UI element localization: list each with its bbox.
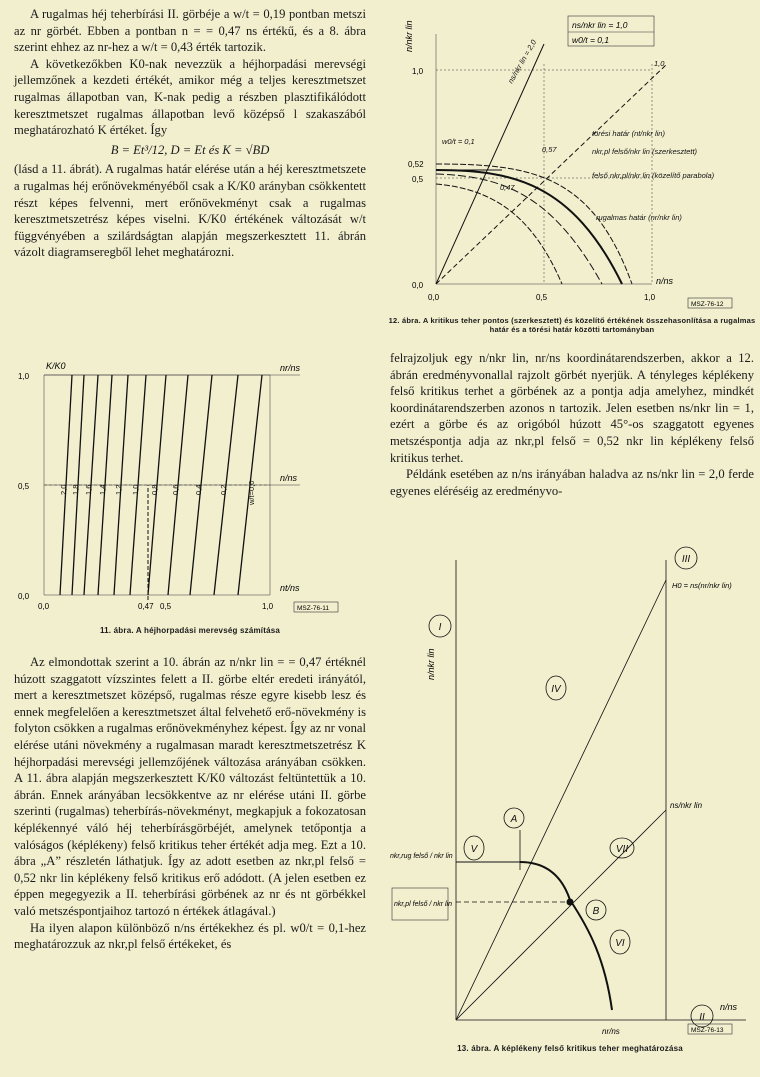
curve-label: 2,0: [59, 484, 68, 495]
result-curve-VI: [520, 862, 612, 1010]
roman-label: V: [470, 844, 478, 855]
fig13-left-label: nkr,rug felső / nkr lin: [390, 853, 453, 860]
fig11-ytick: 1,0: [18, 372, 30, 381]
fig12-ytick: 0,0: [412, 281, 424, 290]
curve-label: w/t=0,0: [247, 480, 256, 505]
fig11-xtick: 1,0: [262, 602, 274, 611]
fig11-ytick: 0,0: [18, 592, 30, 601]
figure-12-caption: 12. ábra. A kritikus teher pontos (szerkesztett) és közelítő értékének összehasonlítása a rugalmas határ és a törési határ közötti tartományban: [388, 316, 756, 334]
rugalmas-hatar-curve: [436, 184, 562, 284]
curve-label: 1,6: [84, 484, 93, 495]
roman-label: VII: [615, 844, 629, 855]
fig12-label: nkr,pl felső/nkr lin (szerkesztett): [592, 147, 698, 156]
figure-11: [10, 355, 362, 620]
curve-label: 1,4: [98, 484, 107, 495]
fig12-xtick: 0,0: [428, 293, 440, 302]
right-column-text: [390, 350, 754, 499]
fig13-stamp: MSZ-76-13: [691, 1027, 724, 1034]
fig12-stamp: MSZ-76-12: [691, 301, 724, 308]
fig13-nr-label: nr/ns: [602, 1027, 620, 1036]
fig12-ylabel: n/nkr lin: [404, 20, 414, 52]
figure-11-caption: 11. ábra. A héjhorpadási merevség számítása: [99, 626, 281, 635]
roman-label: IV: [551, 684, 561, 695]
fig12-ytick: 0,52: [408, 160, 424, 169]
fig11-right-label: n/ns: [280, 473, 298, 483]
line-VII: [456, 810, 666, 1020]
curve-label: 0,6: [171, 484, 180, 495]
fig13-xlabel: n/ns: [720, 1002, 738, 1012]
curve-label: 1,8: [71, 484, 80, 495]
curve-label: 1,0: [131, 484, 140, 495]
fig13-top-label: H0 = ns(nr/nkr lin): [672, 581, 732, 590]
roman-label: II: [699, 1012, 705, 1023]
figure-13: [390, 540, 756, 1040]
torosi-hatar-curve: [436, 164, 632, 284]
fig12-xlabel: n/ns: [656, 276, 674, 286]
fig11-stamp: MSZ-76-11: [297, 605, 330, 612]
fig13-ylabel: n/nkr lin: [426, 648, 436, 680]
paragraph: felrajzoljuk egy n/nkr lin, nr/ns koordinátarendszerben, akkor a 12. ábrán eredményvonallal rajzolt görbét nyerjük. A tényleges képlékeny felső kritikus terhet a görbének az a pontja adja amelyhez, mindkét koordinátarendszerben azonos n tartozik. Jelen esetben ns/nkr lin = 1, ezért a görbe és az origóból húzott 45°-os szaggatott egyenes metszéspontja adja az nkr,pl felső = 0,52 nkr lin képlékeny felső kritikus terhet.: [390, 351, 754, 465]
fig11-ylabel: K/K0: [46, 361, 66, 371]
fig12-label: ns/nkr lin = 2,0: [505, 38, 539, 85]
roman-label: VI: [615, 938, 625, 949]
fig13-left-label: nkr,pl felső / nkr lin: [394, 901, 452, 908]
paragraph: Példánk esetében az n/ns irányában haladva az ns/nkr lin = 2,0 ferde egyenes eléréséig az eredményvo-: [390, 467, 754, 498]
fig12-ytick: 1,0: [412, 67, 424, 76]
left-column-bottom-text: [14, 654, 366, 953]
left-column-top-text: [14, 6, 366, 261]
fig12-label: 1,0: [654, 59, 665, 68]
fig11-xtick: 0,47: [138, 602, 154, 611]
roman-label: I: [438, 622, 442, 633]
fig12-box-line: ns/nkr lin = 1,0: [572, 20, 628, 30]
fig12-xtick: 0,5: [536, 293, 548, 302]
fig11-xtick: 0,5: [160, 602, 172, 611]
paragraph: (lásd a 11. ábrát). A rugalmas határ elérése után a héj keresztmetszete a rugalmas héj erőnövekményéből csak a K/K0 arányban csökkentett részt képes felvenni, mert erőnövekményt csak a rugalmas keresztmetszetrész képes viselni. K/K0 értékének változását w/t függvényében a szilárdságtan alapján megszerkesztett 11. ábrán vázolt diagramseregből lehet meghatározni.: [14, 162, 366, 260]
figure-13-caption: 13. ábra. A képlékeny felső kritikus teher meghatározása: [457, 1044, 683, 1053]
letter-label: B: [592, 906, 600, 917]
fig12-label: felső nkr,pl/nkr lin (közelítő parabola): [592, 171, 715, 180]
fig12-label: 0,47: [500, 183, 515, 192]
paragraph: A következőkben K0-nak nevezzük a héjhorpadási merevségi jellemzőnek a kezdeti értékét, amikor még a teljes keresztmetszet rugalmas állapotban van, K-nak pedig a részben plasztifikálódott keresztmetszet rugalmas állapotban levő középső l szakaszából meghatározható K értéket. Így: [14, 56, 366, 138]
fig12-label: w0/t = 0,1: [442, 137, 475, 146]
fig11-right-label: nr/ns: [280, 363, 301, 373]
roman-label: III: [681, 554, 691, 565]
fig12-ytick: 0,5: [412, 175, 424, 184]
fig13-ns-label: ns/nkr lin: [670, 801, 703, 810]
figure-12: [392, 4, 754, 310]
szerkesztett-curve: [436, 170, 622, 284]
fig12-label: rugalmas határ (nr/nkr lin): [596, 213, 682, 222]
fig12-label: törési határ (nt/nkr lin): [592, 129, 665, 138]
paragraph: Az elmondottak szerint a 10. ábrán az n/nkr lin = = 0,47 értéknél húzott szaggatott vízszintes felett a II. görbe eltér eredeti irányától, mert a keresztmetszet középső, rugalmas része egyre kisebb lesz és ennek megfelelően a keresztmetszet által felvehető erő-növekmény is folyton csökken a rugalmas erőnövekményhez képest. Így az nr vonal elérése utáni növekmény a rugalmasan maradt keresztmetszetrész K héjhorpadási merevségi jellemzőjének változása arányában csökken. A 11. ábra alapján megszerkesztett K/K0 változást feltüntettük a 10. ábrán. Ennek arányában lecsökkentve az nr elérése utáni II. görbe szerinti (rugalmas) teherbírás-növekményt, megkapjuk a fokozatosan képlékennyé váló héj teherbírásgörbéjét, amelynek tetőpontja a valóságos (képlékeny) felső kritikus teher értékét adja meg. Ezt a 10. ábra „A” részletén láthatjuk. Így az adott esetben az nkr,pl felső = 0,52 nkr lin képlékeny felső kritikus erő adódott. (A jelen esetben ez éppen megegyezik a II. teherbírási görbének az nr és nt görbékkel való metszéspontjaihoz tartozó n értékek átlagával.): [14, 655, 366, 918]
line-IV: [456, 580, 666, 1020]
curve-label: 1,2: [114, 484, 123, 495]
curve-label: 0,8: [150, 484, 159, 495]
fig12-xtick: 1,0: [644, 293, 656, 302]
curve-label: 0,4: [194, 484, 203, 495]
formula: B = Et³/12, D = Et és K = √BD: [110, 142, 270, 157]
paragraph: A rugalmas héj teherbírási II. görbéje a w/t = 0,19 pontban metszi az nr görbét. Ebben a pontban n = = 0,47 ns értékű, és a 8. ábra szerint ehhez az nr-hez a w/t = 0,43 érték tartozik.: [14, 7, 366, 55]
fig11-ytick: 0,5: [18, 482, 30, 491]
paragraph: Ha ilyen alapon különböző n/ns értékekhez és pl. w0/t = 0,1-hez meghatározzuk az nkr,pl felső értékeket, és: [14, 920, 366, 952]
letter-label: A: [510, 814, 518, 825]
curve-label: 0,2: [219, 484, 228, 495]
fig11-right-label: nt/ns: [280, 583, 300, 593]
fig12-box-line: w0/t = 0,1: [572, 35, 610, 45]
fig12-label: 0,57: [542, 145, 557, 154]
fig11-xtick: 0,0: [38, 602, 50, 611]
